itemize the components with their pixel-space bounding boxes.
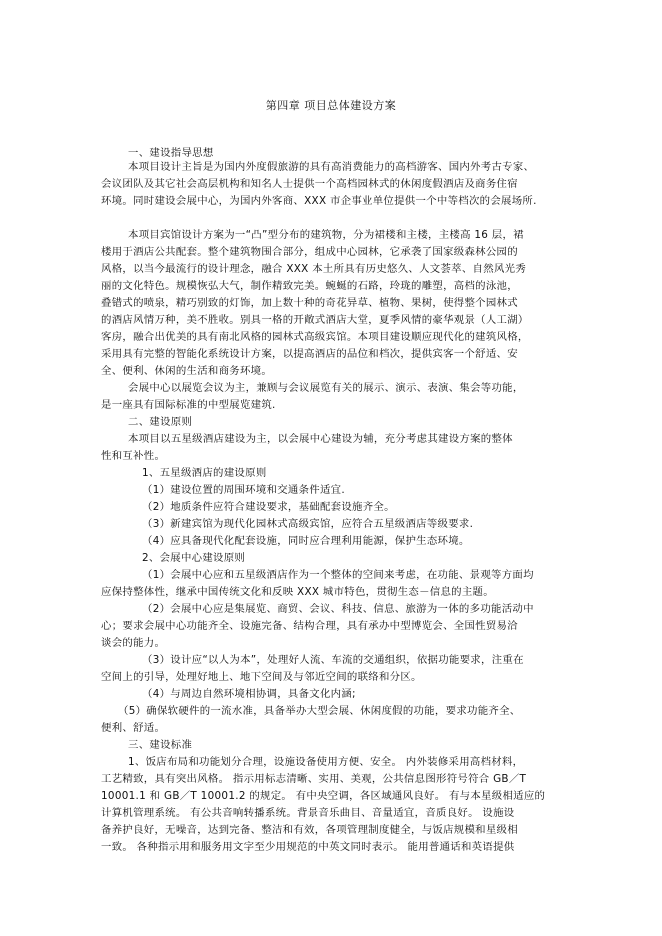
section-heading-guiding-idea: 一、建设指导思想 — [128, 147, 214, 159]
paragraph-line: 1、饭店布局和功能划分合理，设施设备使用方便、安全。 内外装修采用高档材料， — [128, 756, 524, 768]
paragraph-line: 心；要求会展中心功能齐全、设施完备、结构合理，具有承办中型博览会、全国性贸易洽 — [101, 620, 518, 632]
paragraph-line: 本项目宾馆设计方案为一“凸”型分布的建筑物，分为裙楼和主楼，主楼高 16 层，裙 — [128, 229, 524, 241]
paragraph-line: 会展中心以展览会议为主，兼顾与会议展览有关的展示、演示、表演、集会等功能， — [128, 382, 524, 394]
paragraph-line: 本项目设计主旨是为国内外度假旅游的具有高消费能力的高档游客、国内外考古专家、 — [128, 161, 535, 173]
section-heading-principles: 二、建设原则 — [128, 416, 193, 428]
paragraph-line: 叠错式的喷泉，精巧别致的灯饰，加上数十种的奇花异草、植物、果树，使得整个园林式 — [101, 297, 518, 309]
paragraph-line: 客房，融合出优美的具有南北风格的园林式高级宾馆。本项目建设顺应现代化的建筑风格， — [101, 331, 529, 343]
paragraph-line: 计算机管理系统。 有公共音响转播系统。背景音乐曲目、音量适宜，音质良好。 设施设 — [101, 807, 515, 819]
paragraph-line: 性和互补性。 — [101, 450, 166, 462]
section-heading-standards: 三、建设标准 — [128, 739, 193, 751]
list-item: （4）应具备现代化配套设施，同时应合理利用能源，保护生态环境。 — [142, 535, 470, 547]
list-item: （5）确保软硬件的一流水准，具备举办大型会展、休闲度假的功能，要求功能齐全、 — [118, 705, 521, 717]
list-item: （2）地质条件应符合建设要求，基础配套设施齐全。 — [142, 501, 395, 513]
list-item: （2）会展中心应是集展览、商贸、会议、科技、信息、旅游为一体的多功能活动中 — [142, 603, 534, 615]
paragraph-line: 10001.1 和 GB／T 10001.2 的规定。 有中央空调，各区域通风良好。 有与本星级相适应的 — [101, 790, 546, 802]
paragraph-line: 风格，以当今最流行的设计理念，融合 XXX 本土所具有历史悠久、人文荟萃、自然风光秀 — [101, 263, 527, 275]
paragraph-line: 环境。同时建设会展中心，为国内外客商、XXX 市企事业单位提供一个中等档次的会展场所. — [101, 195, 537, 207]
paragraph-line: 会议团队及其它社会高层机构和知名人士提供一个高档园林式的休闲度假酒店及商务住宿 — [101, 178, 518, 190]
paragraph-line: 全、便利、休闲的生活和商务环境。 — [101, 365, 273, 377]
list-item: （1）建设位置的周围环境和交通条件适宜. — [142, 484, 345, 496]
paragraph-line: 便利、舒适。 — [101, 722, 166, 734]
chapter-title: 第四章 项目总体建设方案 — [265, 99, 397, 112]
paragraph-line: 丽的文化特色。规模恢弘大气，制作精致完美。蜿蜒的石路，玲珑的雕塑，高档的泳池， — [101, 280, 518, 292]
paragraph-line: 本项目以五星级酒店建设为主，以会展中心建设为辅，充分考虑其建设方案的整体 — [128, 433, 513, 445]
list-item: （4）与周边自然环境相协调，具备文化内涵; — [142, 688, 356, 700]
paragraph-line: 的酒店风情万种，美不胜收。别具一格的开敞式酒店大堂，夏季风情的豪华观景（人工湖） — [101, 314, 529, 326]
paragraph-line: 谈会的能力。 — [101, 637, 166, 649]
paragraph-line: 楼用于酒店公共配套。整个建筑物围合部分，组成中心园林，它承袭了国家级森林公园的 — [101, 246, 518, 258]
list-item: （1）会展中心应和五星级酒店作为一个整体的空间来考虑，在功能、景观等方面均 — [142, 569, 534, 581]
subsection-heading-exhibition: 2、会展中心建设原则 — [142, 552, 246, 564]
list-item: （3）新建宾馆为现代化园林式高级宾馆，应符合五星级酒店等级要求. — [142, 518, 474, 530]
list-item: （3）设计应“以人为本”，处理好人流、车流的交通组织，依据功能要求，注重在 — [142, 654, 524, 666]
paragraph-line: 应保持整体性，继承中国传统文化和反映 XXX 城市特色，贯彻生态－信息的主题。 — [101, 586, 494, 598]
paragraph-line: 采用具有完整的智能化系统设计方案，以提高酒店的品位和档次，提供宾客一个舒适、安 — [101, 348, 518, 360]
paragraph-line: 是一座具有国际标准的中型展览建筑. — [101, 399, 276, 411]
subsection-heading-hotel: 1、五星级酒店的建设原则 — [142, 467, 267, 479]
paragraph-line: 一致。 各种指示用和服务用文字至少用规范的中英文同时表示。 能用普通话和英语提供 — [101, 841, 515, 853]
paragraph-line: 备养护良好，无噪音，达到完备、整洁和有效，各项管理制度健全，与饭店规模和星级相 — [101, 824, 518, 836]
paragraph-line: 空间上的引导，处理好地上、地下空间及与邻近空间的联络和分区。 — [101, 671, 422, 683]
paragraph-line: 工艺精致，具有突出风格。 指示用标志清晰、实用、美观，公共信息图形符号符合 GB／T — [101, 773, 527, 785]
